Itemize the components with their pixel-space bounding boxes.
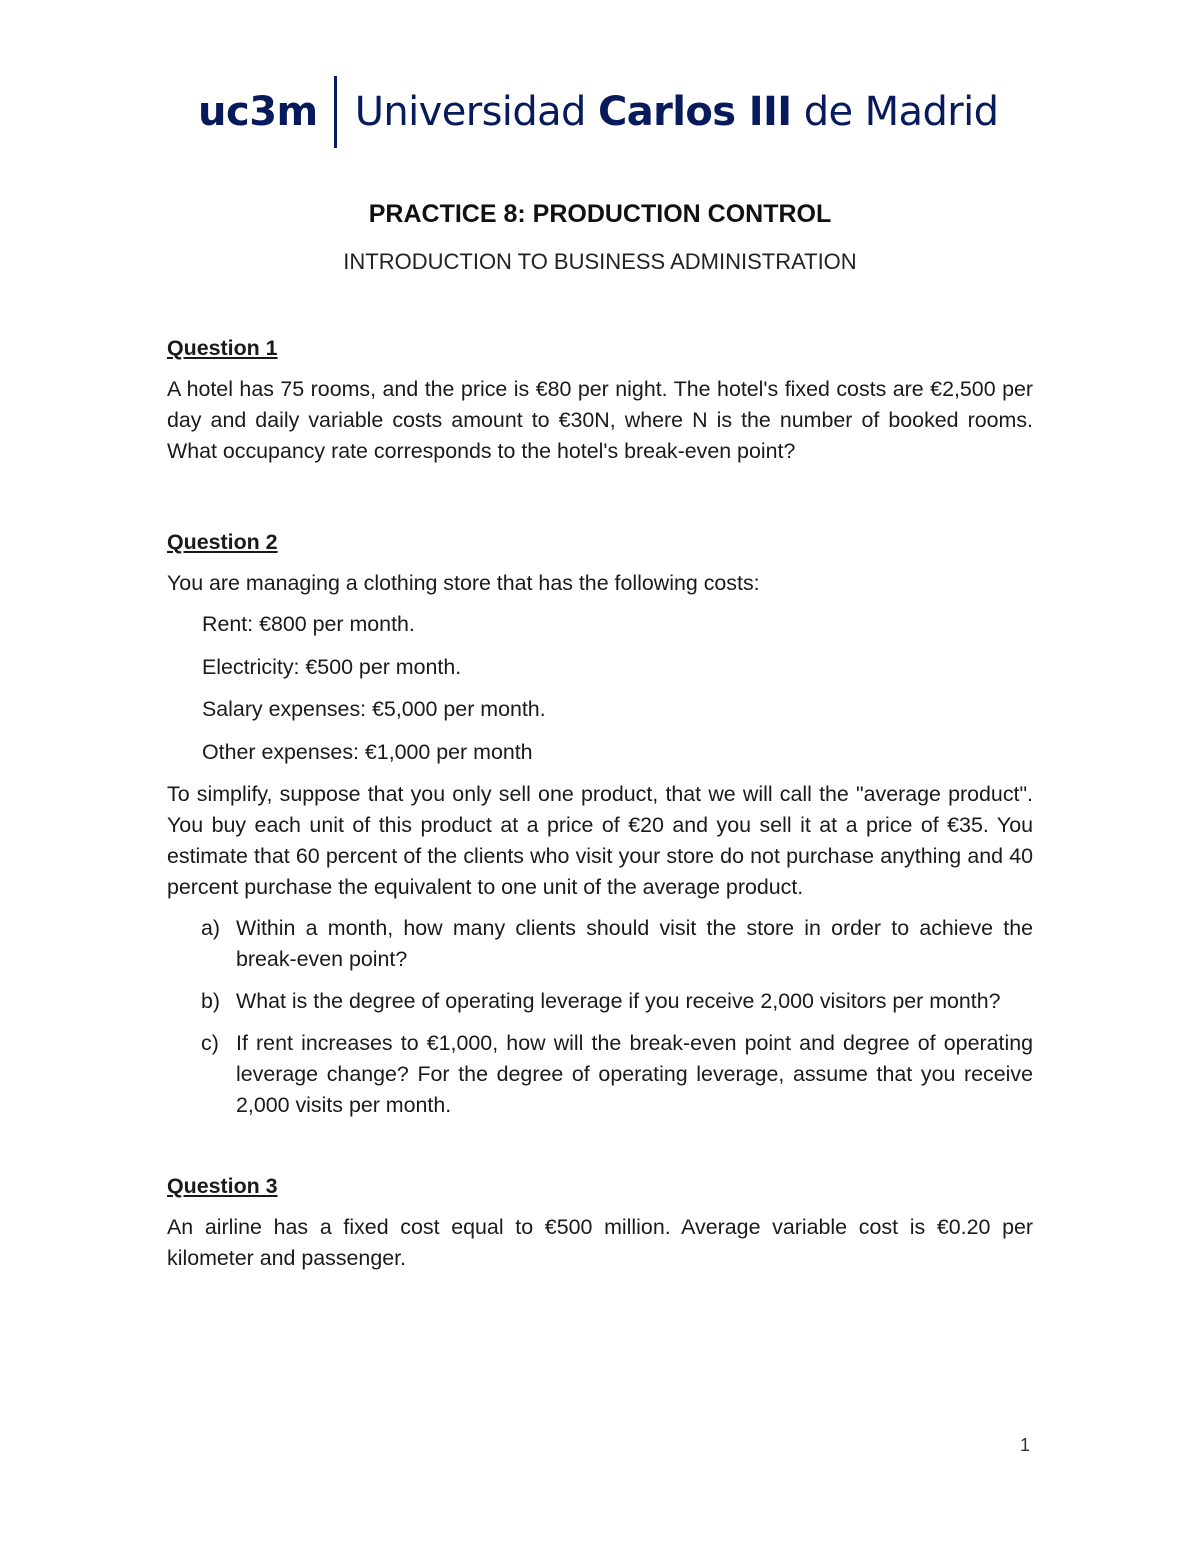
question-3-text: An airline has a fixed cost equal to €500 million. Average variable cost is €0.20 per kilometer and passenger.: [167, 1215, 1033, 1270]
logo-mark: uc3m: [198, 89, 318, 135]
cost-item: Salary expenses: €5,000 per month.: [202, 697, 546, 721]
sub-question: [167, 986, 1033, 1017]
question-2: [167, 527, 1033, 1121]
sub-question: [167, 1028, 1033, 1121]
document-subtitle: INTRODUCTION TO BUSINESS ADMINISTRATION: [343, 249, 857, 274]
sub-question-list: [167, 913, 1033, 1121]
question-2-intro: You are managing a clothing store that has the following costs:: [167, 571, 760, 595]
logo-text-regular: Universidad: [354, 89, 598, 135]
logo-text: [355, 89, 999, 135]
document-title: PRACTICE 8: PRODUCTION CONTROL: [368, 200, 832, 228]
question-3-heading: Question 3: [167, 1174, 278, 1198]
sub-question-marker: c): [201, 1031, 219, 1055]
logo-text-end: de Madrid: [791, 89, 999, 135]
sub-question-text: Within a month, how many clients should visit the store in order to achieve the break-even point?: [236, 916, 1033, 971]
cost-item: Other expenses: €1,000 per month: [202, 739, 533, 764]
sub-question-text: If rent increases to €1,000, how will the break-even point and degree of operating leverage change? For the degree of operating leverage, assume that you receive 2,000 visits per month.: [236, 1031, 1033, 1117]
sub-question-marker: a): [201, 916, 221, 940]
cost-list: [167, 609, 1033, 768]
question-1-heading: Question 1: [167, 336, 278, 360]
sub-question-marker: b): [201, 989, 221, 1013]
logo-divider: [334, 76, 337, 148]
cost-item: Rent: €800 per month.: [202, 612, 415, 636]
sub-question-text: What is the degree of operating leverage if you receive 2,000 visitors per month?: [236, 989, 1001, 1013]
question-1: [167, 333, 1033, 467]
cost-item: Electricity: €500 per month.: [202, 654, 462, 679]
page-number: 1: [1020, 1435, 1031, 1455]
question-3: [167, 1171, 1033, 1274]
sub-question: [167, 913, 1033, 975]
document-body: [167, 333, 1033, 1274]
question-1-text: A hotel has 75 rooms, and the price is €80 per night. The hotel's fixed costs are €2,500 per day and daily variable costs amount to €30N, where N is the number of booked rooms. What occupancy rate corresponds to the hotel's break-even point?: [167, 377, 1033, 463]
logo-text-bold: Carlos III: [597, 89, 792, 135]
question-2-heading: Question 2: [167, 530, 278, 554]
university-logo: [198, 74, 998, 150]
question-2-text: To simplify, suppose that you only sell one product, that we will call the "average product". You buy each unit of this product at a price of €20 and you sell it at a price of €35. You estimate that 60 percent of the clients who visit your store do not purchase anything and 40 percent purchase the equivalent to one unit of the average product.: [167, 782, 1033, 899]
